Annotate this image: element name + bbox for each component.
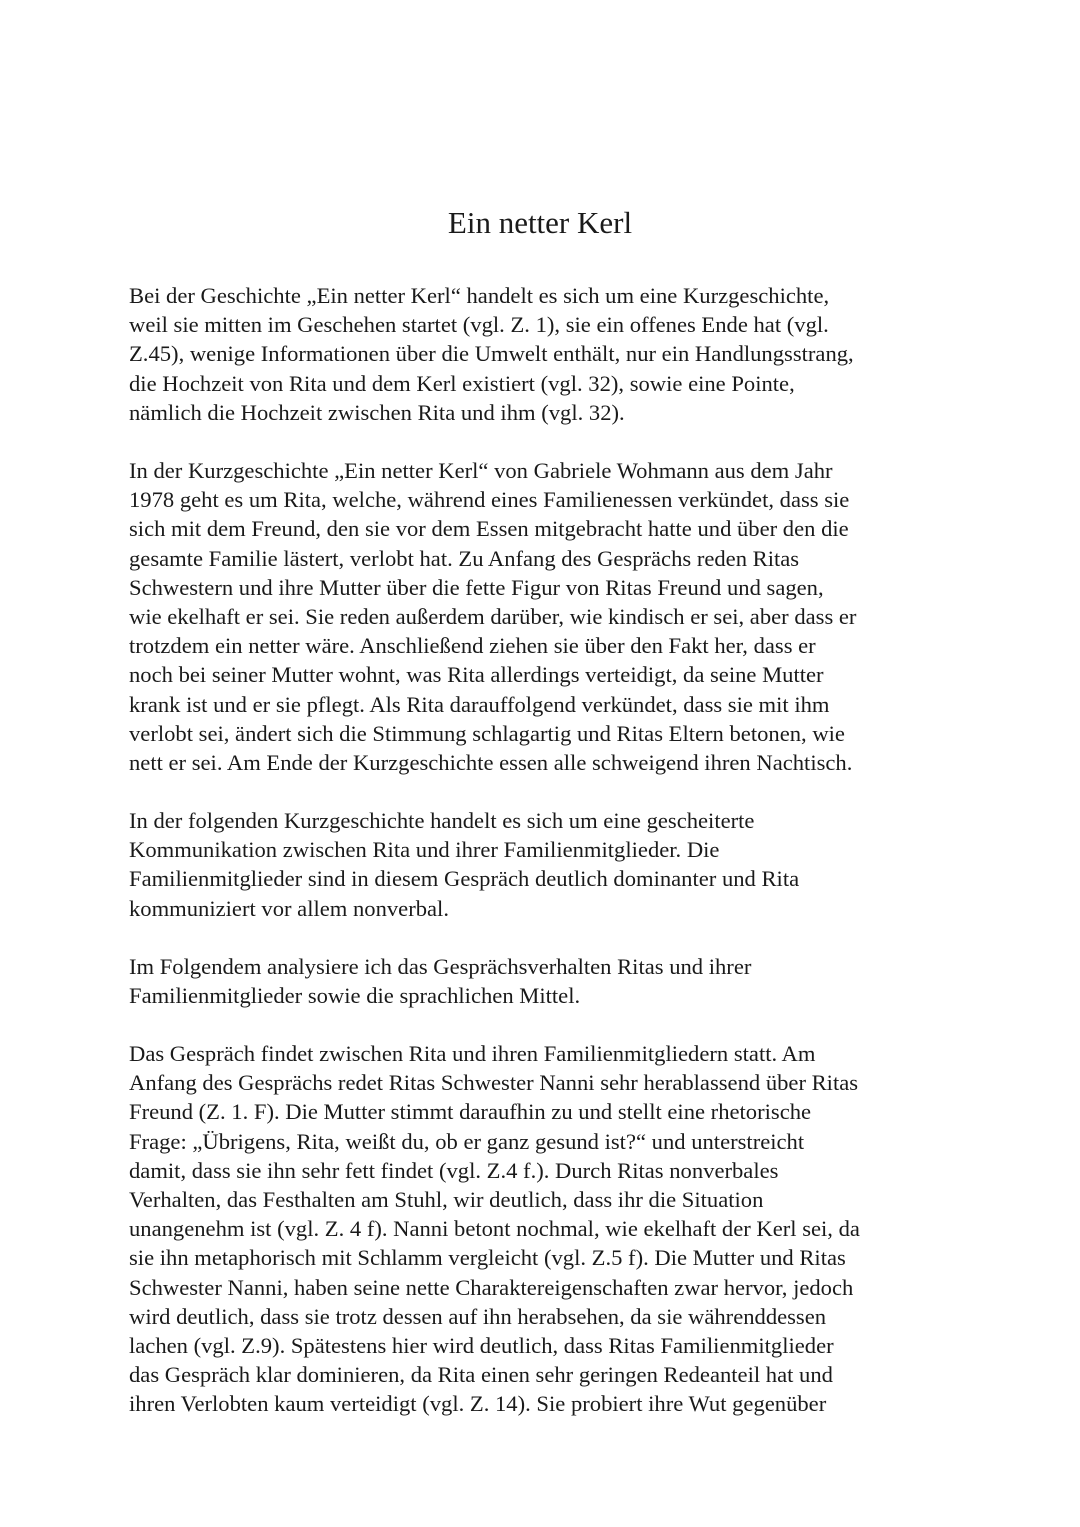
text-line: das Gespräch klar dominieren, da Rita einen sehr geringen Redeanteil hat und xyxy=(129,1362,833,1388)
text-line: lachen (vgl. Z.9). Spätestens hier wird deutlich, dass Ritas Familienmitglieder xyxy=(129,1333,834,1359)
document-title: Ein netter Kerl xyxy=(447,205,633,240)
text-line: Schwester Nanni, haben seine nette Charaktereigenschaften zwar hervor, jedoch xyxy=(129,1274,854,1300)
text-line: Freund (Z. 1. F). Die Mutter stimmt daraufhin zu und stellt eine rhetorische xyxy=(129,1099,812,1125)
text-line: Anfang des Gesprächs redet Ritas Schwester Nanni sehr herablassend über Ritas xyxy=(129,1070,859,1096)
text-line: ihren Verlobten kaum verteidigt (vgl. Z. 14). Sie probiert ihre Wut gegenüber xyxy=(129,1391,827,1417)
text-line: unangenehm ist (vgl. Z. 4 f). Nanni betont nochmal, wie ekelhaft der Kerl sei, da xyxy=(129,1216,860,1242)
text-line: gesamte Familie lästert, verlobt hat. Zu Anfang des Gesprächs reden Ritas xyxy=(129,545,800,571)
text-line: Das Gespräch findet zwischen Rita und ihren Familienmitgliedern statt. Am xyxy=(129,1041,816,1066)
paragraph-genre xyxy=(129,281,959,427)
text-line: weil sie mitten im Geschehen startet (vgl. Z. 1), sie ein offenes Ende hat (vgl. xyxy=(129,312,829,338)
text-line: Bei der Geschichte „Ein netter Kerl“ handelt es sich um eine Kurzgeschichte, xyxy=(129,283,830,308)
paragraph-summary xyxy=(129,456,959,777)
text-line: sie ihn metaphorisch mit Schlamm vergleicht (vgl. Z.5 f). Die Mutter und Ritas xyxy=(129,1245,846,1271)
text-line: Kommunikation zwischen Rita und ihrer Familienmitglieder. Die xyxy=(129,837,720,863)
text-line: nämlich die Hochzeit zwischen Rita und ihm (vgl. 32). xyxy=(129,399,625,425)
text-line: Frage: „Übrigens, Rita, weißt du, ob er ganz gesund ist?“ und unterstreicht xyxy=(129,1128,805,1154)
text-line: Z.45), wenige Informationen über die Umwelt enthält, nur ein Handlungsstrang, xyxy=(129,341,854,367)
text-line: nett er sei. Am Ende der Kurzgeschichte essen alle schweigend ihren Nachtisch. xyxy=(129,750,853,776)
text-line: Schwestern und ihre Mutter über die fette Figur von Ritas Freund und sagen, xyxy=(129,574,824,600)
text-line: wie ekelhaft er sei. Sie reden außerdem darüber, wie kindisch er sei, aber dass er xyxy=(129,604,857,630)
paragraph-analysis xyxy=(129,1039,959,1419)
text-line: Im Folgendem analysiere ich das Gesprächsverhalten Ritas und ihrer xyxy=(129,954,752,979)
text-line: 1978 geht es um Rita, welche, während eines Familienessen verkündet, dass sie xyxy=(129,487,850,513)
text-line: die Hochzeit von Rita und dem Kerl existiert (vgl. 32), sowie eine Pointe, xyxy=(129,370,795,396)
text-line: Familienmitglieder sind in diesem Gespräch deutlich dominanter und Rita xyxy=(129,866,800,892)
paragraph-transition xyxy=(129,952,959,1010)
text-line: wird deutlich, dass sie trotz dessen auf ihn herabsehen, da sie währenddessen xyxy=(129,1303,827,1329)
text-line: Familienmitglieder sowie die sprachlichen Mittel. xyxy=(129,983,581,1009)
text-line: noch bei seiner Mutter wohnt, was Rita allerdings verteidigt, da seine Mutter xyxy=(129,662,824,688)
text-line: Verhalten, das Festhalten am Stuhl, wir deutlich, dass ihr die Situation xyxy=(129,1187,764,1213)
text-line: kommuniziert vor allem nonverbal. xyxy=(129,895,449,921)
text-line: In der folgenden Kurzgeschichte handelt es sich um eine gescheiterte xyxy=(129,808,755,833)
text-line: In der Kurzgeschichte „Ein netter Kerl“ von Gabriele Wohmann aus dem Jahr xyxy=(129,458,833,483)
text-line: krank ist und er sie pflegt. Als Rita darauffolgend verkündet, dass sie mit ihm xyxy=(129,691,830,717)
text-line: verlobt sei, ändert sich die Stimmung schlagartig und Ritas Eltern betonen, wie xyxy=(129,720,845,746)
paragraph-thesis xyxy=(129,806,959,923)
text-line: sich mit dem Freund, den sie vor dem Essen mitgebracht hatte und über den die xyxy=(129,516,849,542)
text-line: trotzdem ein netter wäre. Anschließend ziehen sie über den Fakt her, dass er xyxy=(129,633,816,659)
text-line: damit, dass sie ihn sehr fett findet (vgl. Z.4 f.). Durch Ritas nonverbales xyxy=(129,1157,779,1183)
